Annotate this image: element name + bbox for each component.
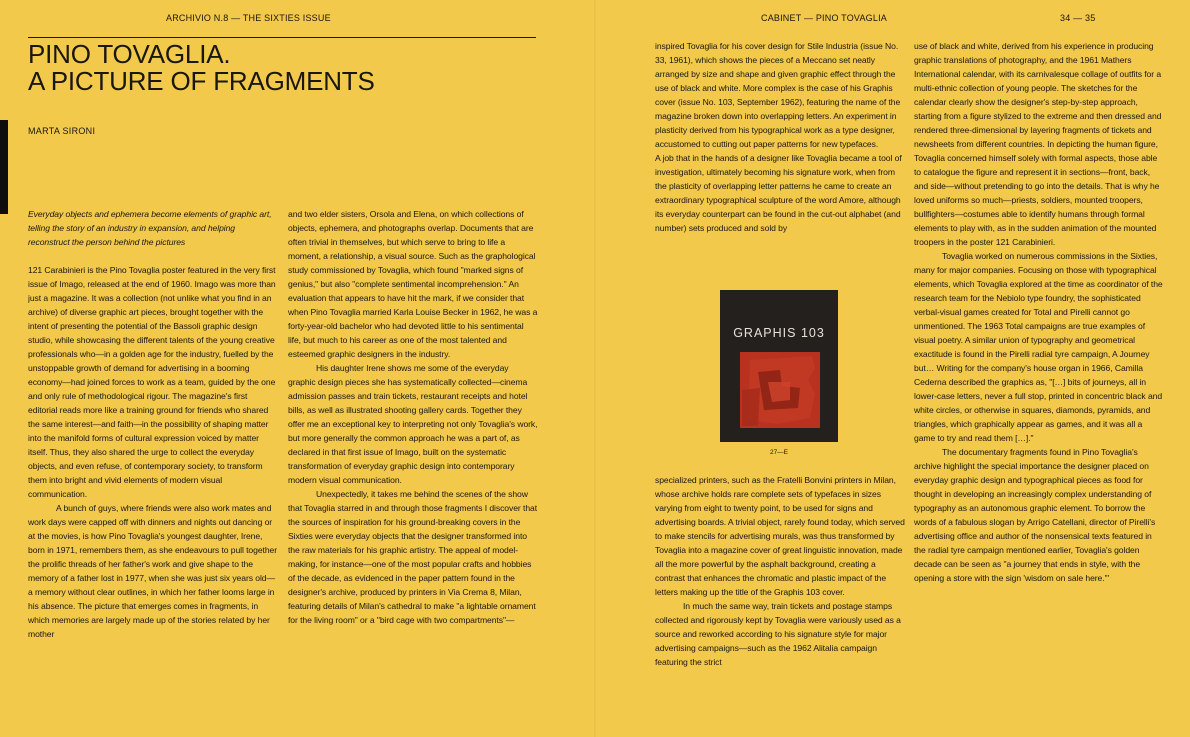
paragraph: and two elder sisters, Orsola and Elena, on which collections of objects, ephemera, and photographs overlap. Documents that are often trivial in themselves, but which serve to bring to life a moment, a relationship, a visual source. Such as the graphological study commissioned by Tovaglia, which found "marked signs of genius," but also "complete sentimental incomprehension." An evaluation that appears to have hit the mark, if we consider that when Pino Tovaglia married Karla Louise Becker in 1962, he was a forty-year-old bachelor who had devoted little to his sentimental life, but much to his career as one of the most talented and esteemed graphic designers in the industry. — [288, 209, 538, 359]
paragraph: The documentary fragments found in Pino Tovaglia's archive highlight the special importance the designer placed on everyday graphic design and typographical pieces as food for thought in developing an increasingly complex understanding of typography as an autonomous graphic element. To borrow the words of a fabulous slogan by Arrigo Catellani, director of Pirelli's advertising office and author of the nonsensical texts featured in the radial tyre campaign mentioned earlier, Tovaglia's golden decade can be seen as "a journey that ends in style, with the opening a store with the sign 'wisdom on sale here.'" — [914, 447, 1156, 583]
paragraph: inspired Tovaglia for his cover design for Stile Industria (issue No. 33, 1961), which shows the pieces of a Meccano set neatly arranged by size and shape and given graphic effect through the use of black and white. More complex is the case of his Graphis cover (issue No. 103, September 1962), featuring the name of the magazine broken down into overlapping letters. An experiment in plasticity derived from his typographical work as a type designer, accustomed to cutting out paper patterns for new typefaces. — [655, 41, 901, 149]
text-column-1 — [28, 207, 278, 699]
paragraph: use of black and white, derived from his experience in producing graphic translations of photography, and the 1961 Mathers International calendar, with its carnivalesque collage of outfits for a multi-ethnic collection of young people. The sketches for the calendar clearly show the designer's step-by-step approach, starting from a figure stylized to the extreme and then dressed and rendered three-dimensional by layering fragments of tickets and newsheets from different countries. In depicting the human figure, Tovaglia concerned himself solely with formal aspects, those able to catalogue the figure and represent it in sections—front, back, and side—without pretending to go into the details. That is why he loved uniforms so much—priests, soldiers, mounted troopers, bullfighters—costumes able to identify humans through formal elements to play with, as in the sudden animation of the mounted troopers in the poster 121 Carabinieri. — [914, 41, 1162, 247]
running-header-right: CABINET — PINO TOVAGLIA — [761, 13, 887, 23]
text-column-4 — [914, 39, 1164, 699]
paragraph: A job that in the hands of a designer like Tovaglia became a tool of investigation, ultimately becoming his signature work, when from the plasticity of overlapping letter patterns he came to create an extraordinary typographical sculpture of the word Amore, although its everyday counterpart can be found in the cut-out alphabet (and number) sets produced and sold by — [655, 153, 902, 233]
text-column-3-top — [655, 39, 905, 279]
paragraph: A bunch of guys, where friends were also work mates and work days were capped off with dinners and nights out dancing or at the movies, is how Pino Tovaglia's youngest daughter, Irene, born in 1971, remembers them, as she endeavours to pull together the prolific threads of her father's work and give shape to the memory of a father lost in 1977, when she was just six years old—a memory without clear outlines, in which her father looms large in his absence. The picture that emerges comes in fragments, in which memories are largely made up of the stories related by her mother — [28, 503, 278, 639]
text-column-3-bottom — [655, 473, 905, 699]
paragraph: 121 Carabinieri is the Pino Tovaglia poster featured in the very first issue of Imago, released at the end of 1960. Imago was more than just a magazine. It was a collection (not unlike what you find in an archive) of diverse graphic art pieces, brought together with the intent of presenting the potential of the Bassoli graphic design studio, while showcasing the different talents of the young creative professionals who—in a golden age for the industry, fuelled by the unstoppable growth of demand for advertising in a booming economy—had joined forces to work as a team, guided by the one and only rule of methodological rigour. The magazine's first editorial reads more like a training ground for friends who shared the same interest—and faith—in the possibility of shaping matter into the manifold forms of cultural expression voiced by matter itself. Thus, they also shared the urge to collect the everyday objects, and even refuse, of contemporary society, to transform them into bright and vivid elements of modern visual communication. — [28, 265, 276, 499]
cover-title-text: GRAPHIS 103 — [733, 326, 825, 340]
running-header-left: ARCHIVIO N.8 — THE SIXTIES ISSUE — [166, 13, 331, 23]
paragraph: Unexpectedly, it takes me behind the scenes of the show that Tovaglia starred in and through those fragments I discover that the sources of inspiration for his ground-breaking covers in the Sixties were everyday objects that the designer transformed into the raw materials for his graphic artistry. The appeal of model-making, for instance—one of the most popular crafts and hobbies of the decade, as evidenced in the paper pattern found in the designer's archive, produced by printers in Via Crema 8, Milan, featuring details of Milan's cathedral to make "a lightable ornament for the living room" or a "bird cage with two compartments"— — [288, 489, 538, 625]
paragraph: His daughter Irene shows me some of the everyday graphic design pieces she has systematically collected—cinema admission passes and train tickets, restaurant receipts and hotel bills, as well as illustrated shooting gallery cards. Together they offer me an exceptional key to interpreting not only Tovaglia's work, but more generally the common approach he was a part of, as declared in that first issue of Imago, built on the systematic transformation of everyday graphic design into contemporary modern visual communication. — [288, 363, 538, 485]
title-rule — [28, 37, 536, 38]
text-column-2 — [288, 207, 538, 699]
paragraph: Everyday objects and ephemera become elements of graphic art, telling the story of an industry in expansion, and helping reconstruct the person behind the pictures — [28, 209, 272, 247]
graphis-cover-image — [720, 290, 838, 442]
paragraph: Tovaglia worked on numerous commissions in the Sixties, many for major companies. Focusing on those with typographical elements, which Tovaglia explored at the time as coordinator of the research team for the Nebiolo type foundry, the sophisticated verbal-visual games created for Total and Pirelli cannot go unmentioned. The 1963 Total campaigns are true examples of visual poetry. A similar union of typography and geometrical exactitude is found in the Pirelli radial tyre campaign, A Journey but… Writing for the company's house organ in 1966, Camilla Cederna described the graphics as, "[…] bits of journeys, all in lower-case letters, never a full stop, printed in concentric black and white circles, or otherwise in squares, diamonds, pyramids, and triangles, which graphically appear as games, and it was all a game to try and read them […]." — [914, 251, 1163, 443]
article-title — [28, 41, 375, 95]
paragraph: In much the same way, train tickets and postage stamps collected and rigorously kept by Tovaglia were variously used as a source and reworked according to his signature style for major advertising campaigns—such as the 1962 Alitalia campaign featuring the strict — [655, 601, 901, 667]
title-line-1: PINO TOVAGLIA. — [28, 39, 231, 69]
page-edge-marker — [0, 120, 8, 214]
paragraph: specialized printers, such as the Fratelli Bonvini printers in Milan, whose archive holds rare complete sets of typefaces in sizes varying from eight to twenty point, to be used for signs and advertising boards. A trivial object, rarely found today, which served to make stencils for advertising murals, was thus transformed by Tovaglia into a magazine cover of great linguistic innovation, made all the more powerful by the asphalt background, creating a contrast that enhances the chromatic and plastic impact of the letters making up the title of the Graphis 103 cover. — [655, 475, 905, 597]
page-numbers: 34 — 35 — [1060, 13, 1096, 23]
author-name: MARTA SIRONI — [28, 126, 96, 136]
page-gutter — [594, 0, 596, 737]
title-line-2: A PICTURE OF FRAGMENTS — [28, 66, 375, 96]
cover-red-letterform — [740, 352, 820, 428]
figure-caption: 27—E — [769, 449, 789, 456]
